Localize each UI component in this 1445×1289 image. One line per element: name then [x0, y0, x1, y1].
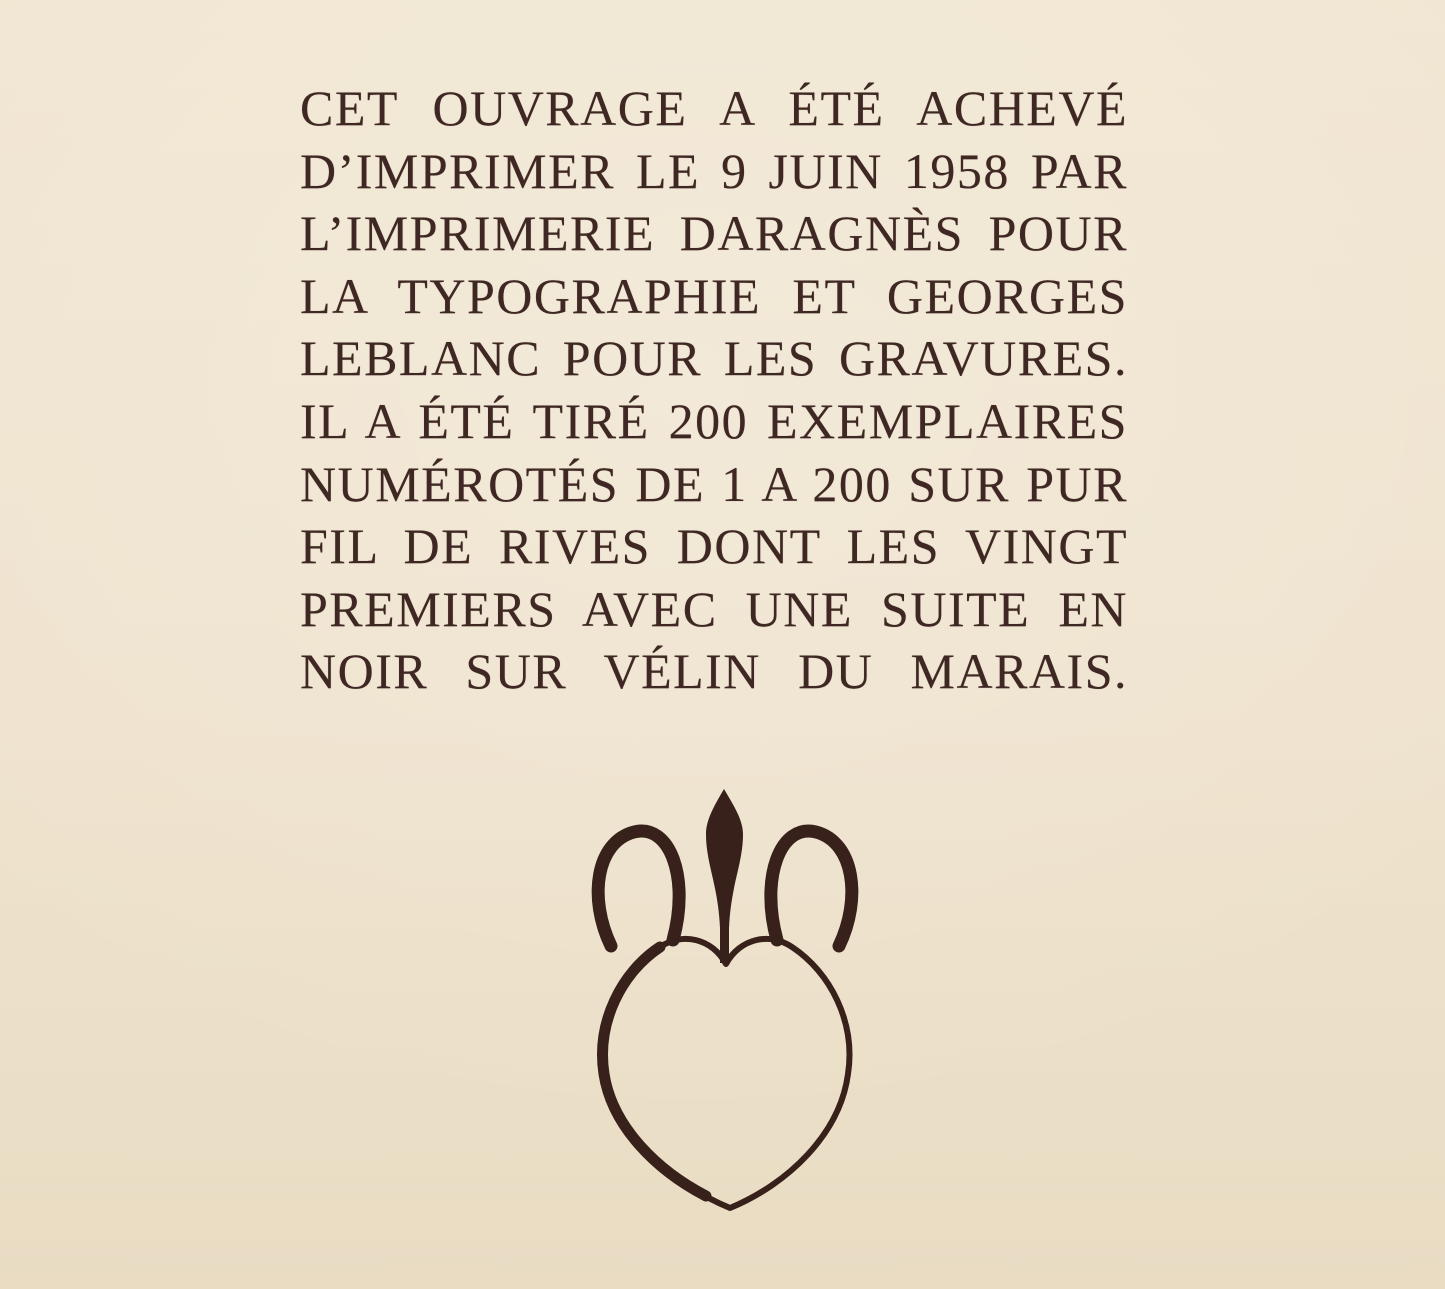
colophon-line: PREMIERS AVEC UNE SUITE EN	[300, 580, 1128, 637]
colophon-line: D’IMPRIMER LE 9 JUIN 1958 PAR	[300, 142, 1128, 199]
colophon-line: NOIR SUR VÉLIN DU MARAIS.	[300, 643, 1128, 700]
colophon-line: LEBLANC POUR LES GRAVURES.	[300, 330, 1128, 387]
colophon-line: FIL DE RIVES DONT LES VINGT	[300, 518, 1128, 575]
colophon-line: L’IMPRIMERIE DARAGNÈS POUR	[300, 205, 1128, 262]
colophon-line: LA TYPOGRAPHIE ET GEORGES	[300, 267, 1128, 324]
colophon-line: NUMÉROTÉS DE 1 A 200 SUR PUR	[300, 455, 1128, 512]
colophon-text	[300, 77, 1128, 703]
colophon-line: IL A ÉTÉ TIRÉ 200 EXEMPLAIRES	[300, 392, 1128, 449]
colophon-line: CET OUVRAGE A ÉTÉ ACHEVÉ	[300, 80, 1128, 136]
heart-fleur-printers-mark-icon	[588, 786, 872, 1216]
